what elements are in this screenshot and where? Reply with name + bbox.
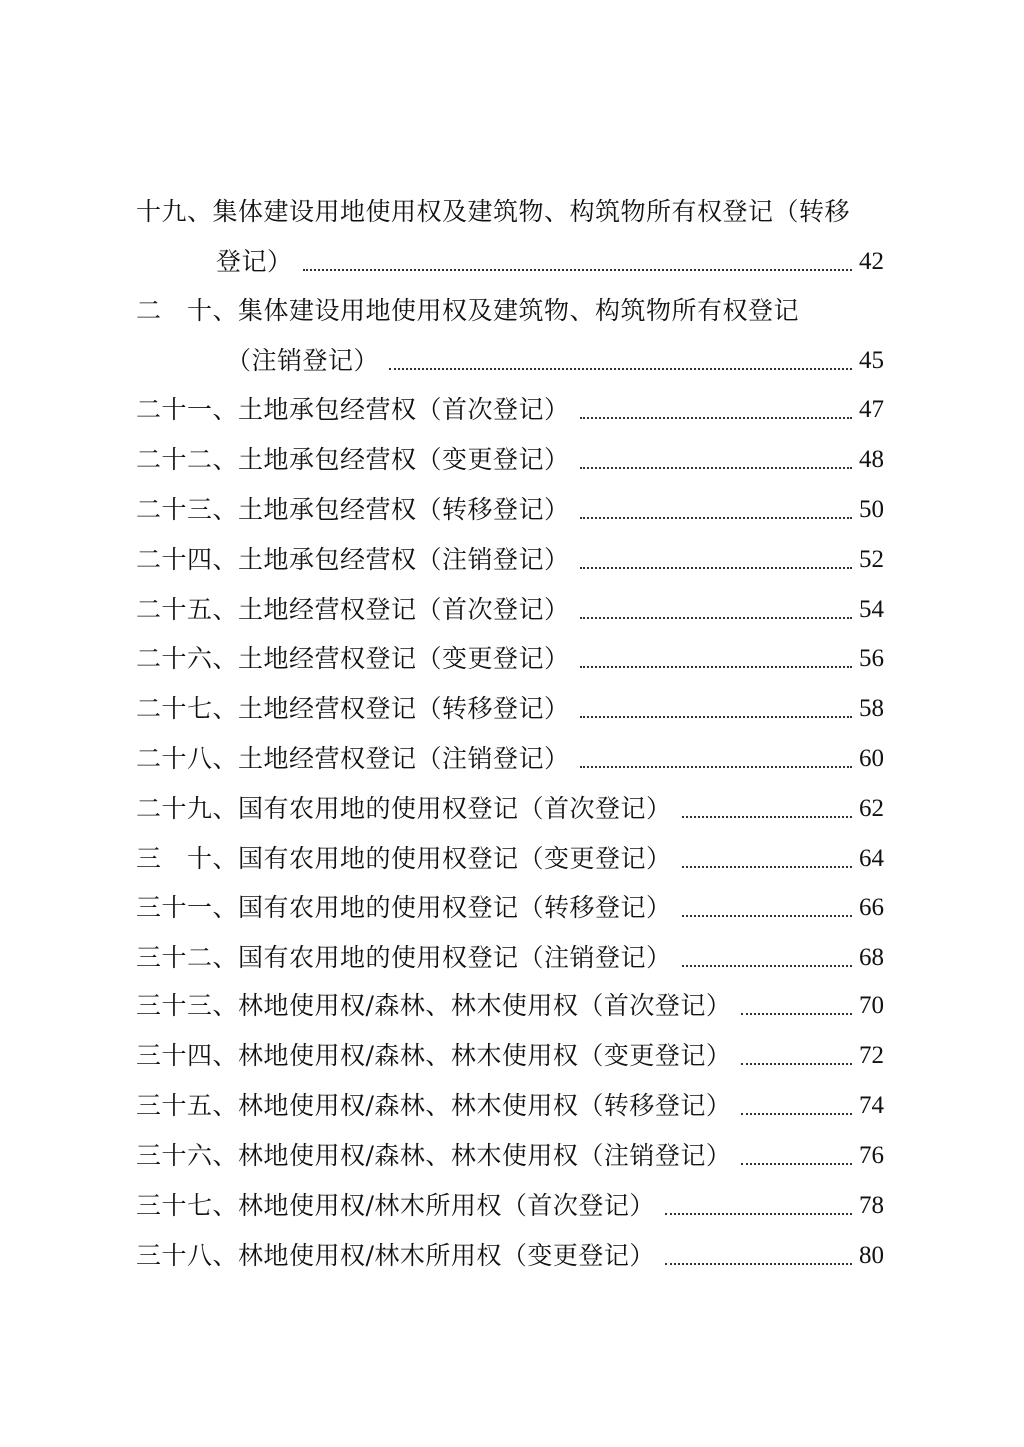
toc-entry-title: 登记） (216, 247, 293, 276)
toc-entry-23[interactable] (136, 490, 884, 530)
toc-entry-title: 二十四、土地承包经营权（注销登记） (136, 545, 570, 574)
toc-entry-26[interactable] (136, 639, 884, 679)
toc-entry-21[interactable] (136, 390, 884, 430)
toc-entry-29[interactable] (136, 789, 884, 829)
toc-entry-35[interactable] (136, 1086, 884, 1126)
toc-page-number: 76 (859, 1142, 884, 1169)
dot-leader (580, 417, 852, 419)
toc-entry-19-first-line: 十九、集体建设用地使用权及建筑物、构筑物所有权登记（转移 (136, 197, 851, 226)
dot-leader (682, 816, 852, 818)
dot-leader (665, 1213, 852, 1215)
dot-leader (682, 866, 852, 868)
toc-entry-title: 三十五、林地使用权/森林、林木使用权（转移登记） (136, 1091, 732, 1120)
toc-page-number: 72 (859, 1042, 884, 1069)
toc-page-number: 45 (859, 347, 884, 374)
toc-entry-19[interactable] (216, 242, 884, 282)
toc-entry-27[interactable] (136, 689, 884, 729)
toc-page-number: 68 (859, 944, 884, 971)
toc-entry-34[interactable] (136, 1036, 884, 1076)
toc-page-number: 54 (859, 596, 884, 623)
dot-leader (580, 567, 852, 569)
dot-leader (682, 915, 852, 917)
dot-leader (741, 1163, 852, 1165)
toc-entry-title: 二十七、土地经营权登记（转移登记） (136, 694, 570, 723)
toc-page-number: 48 (859, 446, 884, 473)
toc-entry-title: 二十一、土地承包经营权（首次登记） (136, 395, 570, 424)
dot-leader (682, 965, 852, 967)
toc-entry-title: 二十八、土地经营权登记（注销登记） (136, 744, 570, 773)
dot-leader (741, 1113, 852, 1115)
toc-entry-22[interactable] (136, 440, 884, 480)
dot-leader (580, 467, 852, 469)
toc-page-number: 70 (859, 992, 884, 1019)
toc-entry-title: 三十四、林地使用权/森林、林木使用权（变更登记） (136, 1041, 732, 1070)
dot-leader (389, 368, 852, 370)
toc-entry-32[interactable] (136, 938, 884, 978)
toc-page-number: 60 (859, 745, 884, 772)
toc-entry-title: 三 十、国有农用地的使用权登记（变更登记） (136, 844, 672, 873)
dot-leader (580, 716, 852, 718)
dot-leader (665, 1263, 852, 1265)
toc-entry-30[interactable] (136, 839, 884, 879)
toc-page-number: 66 (859, 894, 884, 921)
toc-entry-title: 三十二、国有农用地的使用权登记（注销登记） (136, 943, 672, 972)
toc-page-number: 50 (859, 496, 884, 523)
toc-page-number: 52 (859, 546, 884, 573)
dot-leader (303, 269, 852, 271)
toc-entry-title: 三十六、林地使用权/森林、林木使用权（注销登记） (136, 1141, 732, 1170)
toc-entry-37[interactable] (136, 1186, 884, 1226)
toc-entry-31[interactable] (136, 888, 884, 928)
toc-entry-36[interactable] (136, 1136, 884, 1176)
toc-page-number: 78 (859, 1192, 884, 1219)
toc-page-number: 58 (859, 695, 884, 722)
toc-entry-20[interactable] (226, 341, 884, 381)
toc-page-number: 47 (859, 396, 884, 423)
toc-page-number: 62 (859, 795, 884, 822)
toc-page-number: 42 (859, 248, 884, 275)
toc-entry-title: 二十三、土地承包经营权（转移登记） (136, 495, 570, 524)
toc-entry-title: 三十八、林地使用权/林木所用权（变更登记） (136, 1241, 655, 1270)
toc-entry-title: （注销登记） (226, 346, 380, 375)
toc-entry-title: 二十五、土地经营权登记（首次登记） (136, 595, 570, 624)
toc-entry-title: 三十一、国有农用地的使用权登记（转移登记） (136, 893, 672, 922)
toc-entry-title: 三十七、林地使用权/林木所用权（首次登记） (136, 1191, 655, 1220)
dot-leader (580, 617, 852, 619)
toc-entry-25[interactable] (136, 590, 884, 630)
toc-entry-title: 二十六、土地经营权登记（变更登记） (136, 644, 570, 673)
dot-leader (580, 517, 852, 519)
toc-page-number: 80 (859, 1242, 884, 1269)
toc-page-number: 74 (859, 1092, 884, 1119)
dot-leader (580, 766, 852, 768)
toc-entry-24[interactable] (136, 540, 884, 580)
dot-leader (741, 1013, 852, 1015)
toc-entry-33[interactable] (136, 986, 884, 1026)
toc-entry-28[interactable] (136, 739, 884, 779)
toc-page-number: 64 (859, 845, 884, 872)
toc-entry-title: 二十九、国有农用地的使用权登记（首次登记） (136, 794, 672, 823)
toc-entry-title: 三十三、林地使用权/森林、林木使用权（首次登记） (136, 991, 732, 1020)
toc-page-number: 56 (859, 645, 884, 672)
toc-entry-38[interactable] (136, 1236, 884, 1276)
toc-entry-20-first-line: 二 十、集体建设用地使用权及建筑物、构筑物所有权登记 (136, 296, 800, 325)
dot-leader (741, 1063, 852, 1065)
dot-leader (580, 666, 852, 668)
toc-entry-title: 二十二、土地承包经营权（变更登记） (136, 445, 570, 474)
